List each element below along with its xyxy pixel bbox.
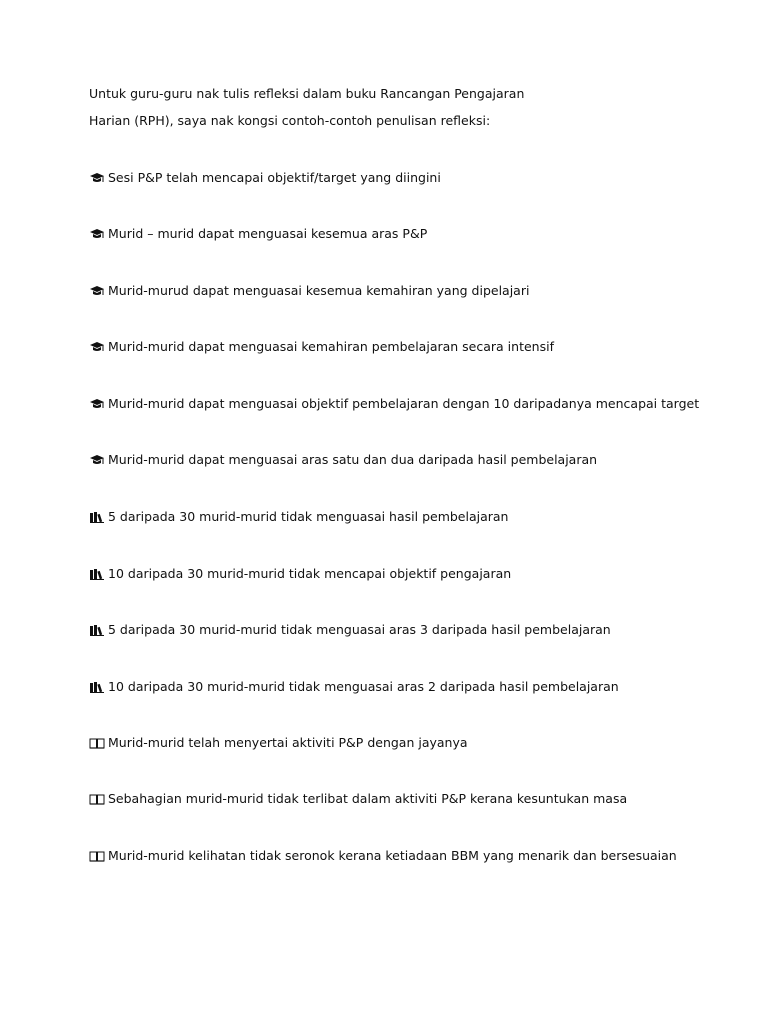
list-item <box>89 735 468 751</box>
list-item-text: Murid-murid dapat menguasai objektif pembelajaran dengan 10 daripadanya mencapai target <box>108 396 700 411</box>
list-item <box>89 509 508 525</box>
list-item-text: Murid-murid dapat menguasai aras satu dan dua daripada hasil pembelajaran <box>108 452 598 467</box>
list-item <box>89 283 529 299</box>
list-item-text: Murid-murid kelihatan tidak seronok kerana ketiadaan BBM yang menarik dan bersesuaian <box>108 848 677 863</box>
list-item-text: Sebahagian murid-murid tidak terlibat dalam aktiviti P&P kerana kesuntukan masa <box>108 791 628 806</box>
list-item <box>89 339 554 355</box>
list-item-text: 10 daripada 30 murid-murid tidak mencapai objektif pengajaran <box>108 566 512 581</box>
graduation-cap-icon <box>89 285 105 297</box>
list-item <box>89 566 511 582</box>
list-item <box>89 452 597 468</box>
graduation-cap-icon <box>89 228 105 240</box>
list-item-text: 5 daripada 30 murid-murid tidak menguasai hasil pembelajaran <box>108 509 509 524</box>
graduation-cap-icon <box>89 398 105 410</box>
open-book-icon <box>89 737 105 749</box>
list-item-text: Murid-murid dapat menguasai kemahiran pembelajaran secara intensif <box>108 339 554 354</box>
list-item <box>89 226 427 242</box>
list-item-text: 10 daripada 30 murid-murid tidak menguasai aras 2 daripada hasil pembelajaran <box>108 679 619 694</box>
list-item-text: Murid-murud dapat menguasai kesemua kemahiran yang dipelajari <box>108 283 530 298</box>
books-icon <box>89 681 105 693</box>
list-item <box>89 170 441 186</box>
list-item <box>89 622 611 638</box>
list-item <box>89 848 677 864</box>
intro-line-1: Untuk guru-guru nak tulis refleksi dalam buku Rancangan Pengajaran <box>89 86 525 101</box>
list-item-text: Murid-murid telah menyertai aktiviti P&P dengan jayanya <box>108 735 468 750</box>
list-item <box>89 396 699 412</box>
list-item-text: Sesi P&P telah mencapai objektif/target yang diingini <box>108 170 441 185</box>
list-item <box>89 679 619 695</box>
list-item-text: Murid – murid dapat menguasai kesemua aras P&P <box>108 226 428 241</box>
list-item <box>89 791 627 807</box>
graduation-cap-icon <box>89 454 105 466</box>
open-book-icon <box>89 850 105 862</box>
list-item-text: 5 daripada 30 murid-murid tidak menguasai aras 3 daripada hasil pembelajaran <box>108 622 611 637</box>
graduation-cap-icon <box>89 172 105 184</box>
open-book-icon <box>89 793 105 805</box>
graduation-cap-icon <box>89 341 105 353</box>
books-icon <box>89 511 105 523</box>
intro-line-2: Harian (RPH), saya nak kongsi contoh-contoh penulisan refleksi: <box>89 113 491 128</box>
books-icon <box>89 624 105 636</box>
books-icon <box>89 568 105 580</box>
